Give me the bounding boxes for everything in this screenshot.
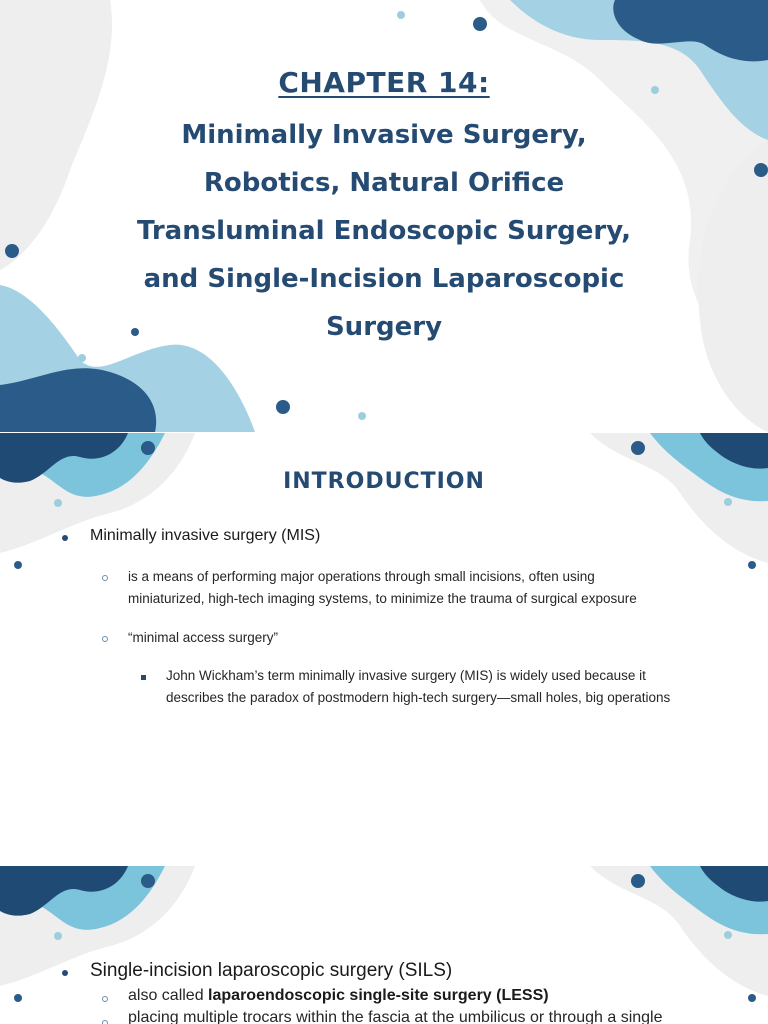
text-line: John Wickham’s term minimally invasive surgery (MIS) is widely used because it: [166, 668, 646, 683]
title-slide: [0, 0, 768, 432]
chapter-title-line: Minimally Invasive Surgery,: [181, 120, 587, 150]
chapter-title-line: Surgery: [325, 312, 443, 342]
bold-term: laparoendoscopic single-site surgery (LESS): [208, 987, 549, 1004]
sub-bullet-trocars: placing multiple trocars within the fascia at the umbilicus or through a single: [128, 1009, 663, 1024]
section-heading: INTRODUCTION: [283, 469, 485, 494]
text-line: describes the paradox of postmodern high-tech surgery—small holes, big operations: [166, 690, 671, 705]
chapter-title-block: [84, 66, 684, 351]
chapter-number: CHAPTER 14:: [278, 66, 490, 99]
chapter-title-line: Robotics, Natural Orifice: [203, 168, 565, 198]
sub-bullet-minimal-access: “minimal access surgery”: [128, 630, 279, 645]
bullet-circle-icon: [102, 1020, 108, 1024]
bullet-circle-icon: [102, 636, 108, 642]
text-prefix: also called: [128, 987, 209, 1004]
bullet-square-icon: [141, 675, 146, 680]
bullet-circle-icon: [102, 996, 108, 1002]
bullet-disc-icon: [62, 535, 68, 541]
bullet-circle-icon: [102, 575, 108, 581]
bullet-disc-icon: [62, 970, 68, 976]
sils-slide: [0, 866, 768, 1024]
decorative-blob-background: [0, 433, 768, 865]
bullet-item-sils: Single-incision laparoscopic surgery (SILS): [90, 960, 453, 981]
chapter-title-line: Transluminal Endoscopic Surgery,: [136, 216, 632, 246]
text-line: is a means of performing major operations through small incisions, often using: [128, 569, 595, 584]
sub-bullet-less: [128, 987, 549, 1005]
text-line: miniaturized, high-tech imaging systems, to minimize the trauma of surgical exposure: [128, 591, 637, 606]
introduction-slide: [0, 433, 768, 865]
chapter-title-line: and Single-Incision Laparoscopic: [143, 264, 625, 294]
bullet-item-mis: Minimally invasive surgery (MIS): [90, 527, 321, 544]
sub-sub-bullet-wickham: [166, 665, 746, 709]
sub-bullet-definition: [128, 566, 728, 610]
